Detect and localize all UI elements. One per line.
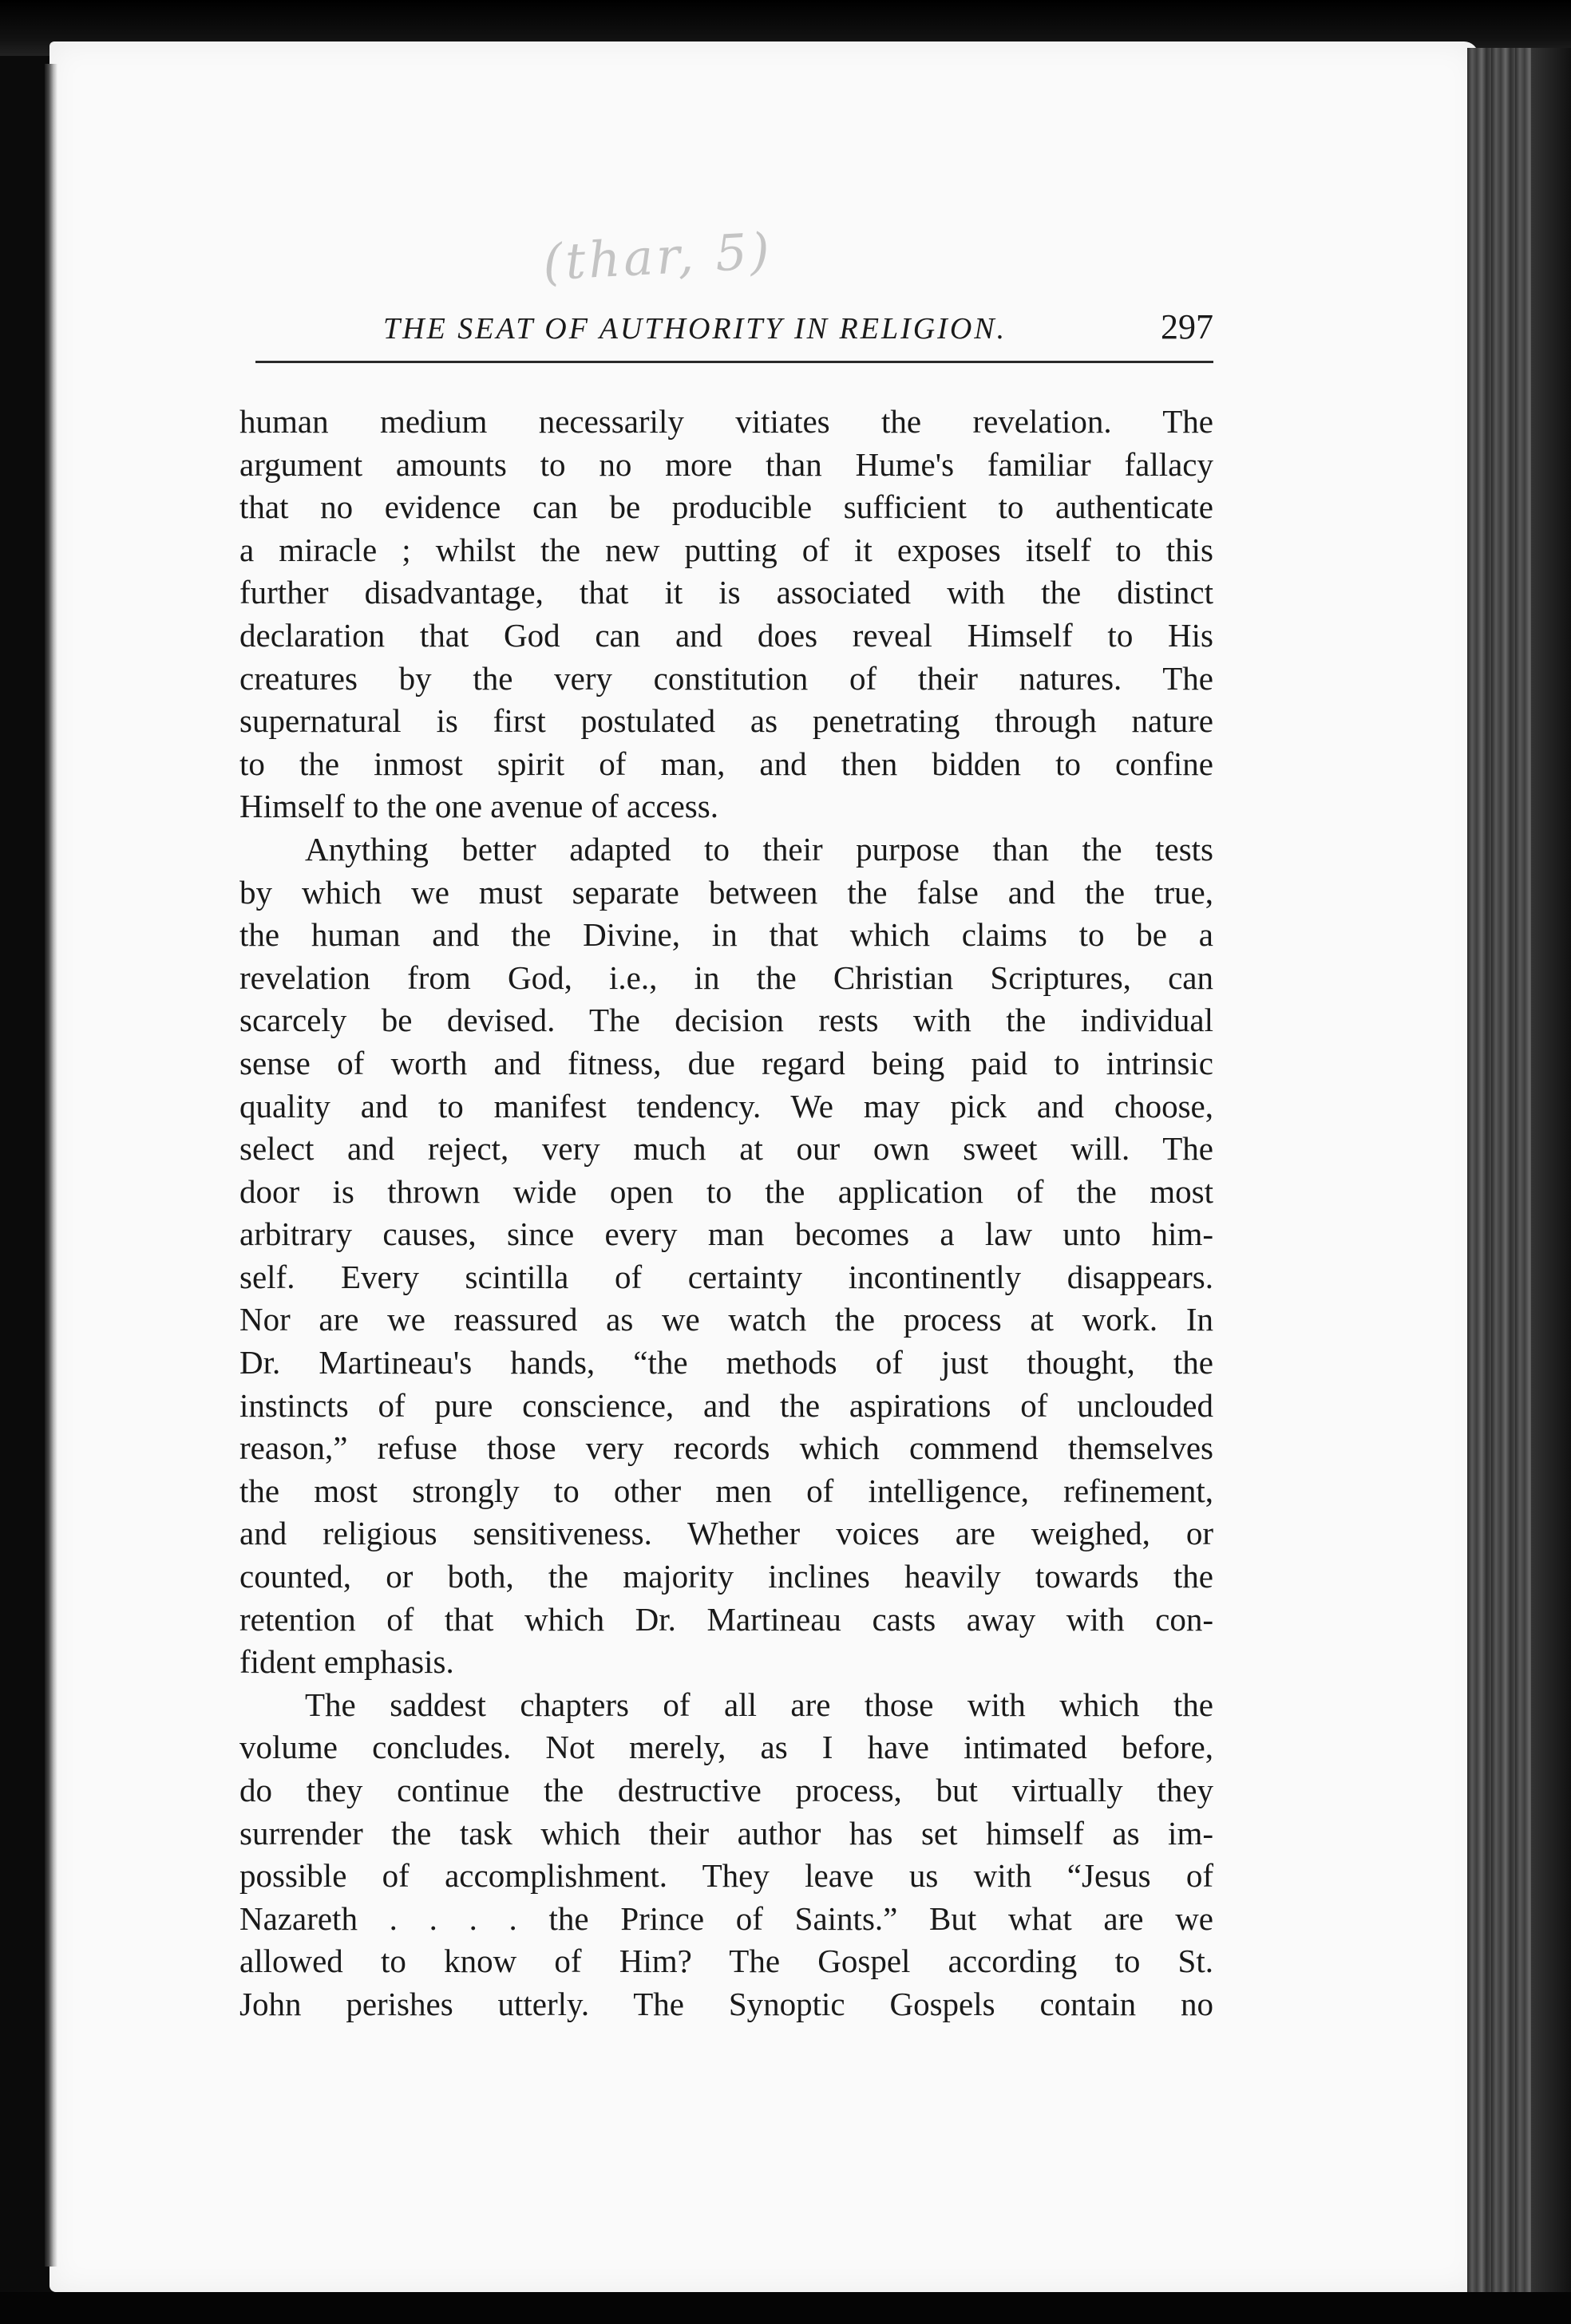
- text-line: a miracle ; whilst the new putting of it exposes itself to this: [239, 531, 1213, 568]
- text-line: The saddest chapters of all are those with which the: [305, 1686, 1213, 1723]
- text-line: John perishes utterly. The Synoptic Gospels contain no: [239, 1985, 1213, 2022]
- text-line: supernatural is first postulated as penetrating through nature: [239, 702, 1213, 740]
- text-line: human medium necessarily vitiates the revelation. The: [239, 403, 1213, 440]
- text-line: Himself to the one avenue of access.: [239, 788, 718, 825]
- text-line: by which we must separate between the false and the true,: [239, 873, 1213, 911]
- text-line: the human and the Divine, in that which claims to be a: [239, 916, 1213, 954]
- text-line: declaration that God can and does reveal Himself to His: [239, 616, 1213, 654]
- text-line: Nazareth . . . . the Prince of Saints.” But what are we: [239, 1899, 1213, 1937]
- text-line: self. Every scintilla of certainty incontinently disappears.: [239, 1258, 1213, 1295]
- text-line: further disadvantage, that it is associated with the distinct: [239, 574, 1213, 611]
- text-line: that no evidence can be producible sufficient to authenticate: [239, 488, 1213, 526]
- body-text: [239, 401, 1213, 2026]
- paragraph-1: [239, 401, 1213, 828]
- text-line: fident emphasis.: [239, 1643, 454, 1681]
- paragraph-2: [239, 828, 1213, 1684]
- text-line: Anything better adapted to their purpose than the tests: [305, 830, 1213, 868]
- text-line: scarcely be devised. The decision rests with the individual: [239, 1002, 1213, 1039]
- text-line: the most strongly to other men of intelligence, refinement,: [239, 1472, 1213, 1509]
- text-line: arbitrary causes, since every man becomes a law unto him-: [239, 1215, 1213, 1253]
- text-line: counted, or both, the majority inclines heavily towards the: [239, 1558, 1213, 1595]
- text-line: door is thrown wide open to the application of the most: [239, 1172, 1213, 1210]
- pencil-annotation: (thar, 5): [541, 221, 774, 292]
- text-line: to the inmost spirit of man, and then bidden to confine: [239, 745, 1213, 782]
- text-line: possible of accomplishment. They leave us with “Jesus of: [239, 1857, 1213, 1895]
- text-line: sense of worth and fitness, due regard being paid to intrinsic: [239, 1044, 1213, 1081]
- running-title: THE SEAT OF AUTHORITY IN RELIGION.: [383, 312, 1007, 346]
- book-cover-edge: [1531, 48, 1571, 2324]
- running-header: [255, 302, 1213, 358]
- text-line: surrender the task which their author has set himself as im-: [239, 1814, 1213, 1852]
- page-gutter-edge: [45, 64, 57, 2267]
- paragraph-3: [239, 1684, 1213, 2026]
- text-line: revelation from God, i.e., in the Christian Scriptures, can: [239, 958, 1213, 996]
- text-line: and religious sensitiveness. Whether voices are weighed, or: [239, 1515, 1213, 1552]
- text-line: creatures by the very constitution of their natures. The: [239, 659, 1213, 697]
- text-line: select and reject, very much at our own sweet will. The: [239, 1130, 1213, 1168]
- text-line: instincts of pure conscience, and the aspirations of unclouded: [239, 1386, 1213, 1424]
- text-line: argument amounts to no more than Hume's familiar fallacy: [239, 445, 1213, 483]
- text-line: Dr. Martineau's hands, “the methods of just thought, the: [239, 1344, 1213, 1381]
- text-line: volume concludes. Not merely, as I have intimated before,: [239, 1729, 1213, 1766]
- scan-bottom-border: [0, 2292, 1571, 2324]
- text-line: do they continue the destructive process, but virtually they: [239, 1772, 1213, 1808]
- page-number: 297: [1161, 307, 1213, 346]
- header-rule: [255, 361, 1213, 363]
- text-line: reason,” refuse those very records which commend themselves: [239, 1429, 1213, 1467]
- text-line: quality and to manifest tendency. We may pick and choose,: [239, 1087, 1213, 1124]
- text-line: retention of that which Dr. Martineau casts away with con-: [239, 1600, 1213, 1638]
- text-line: allowed to know of Him? The Gospel according to St.: [239, 1943, 1213, 1980]
- text-line: Nor are we reassured as we watch the process at work. In: [239, 1301, 1213, 1338]
